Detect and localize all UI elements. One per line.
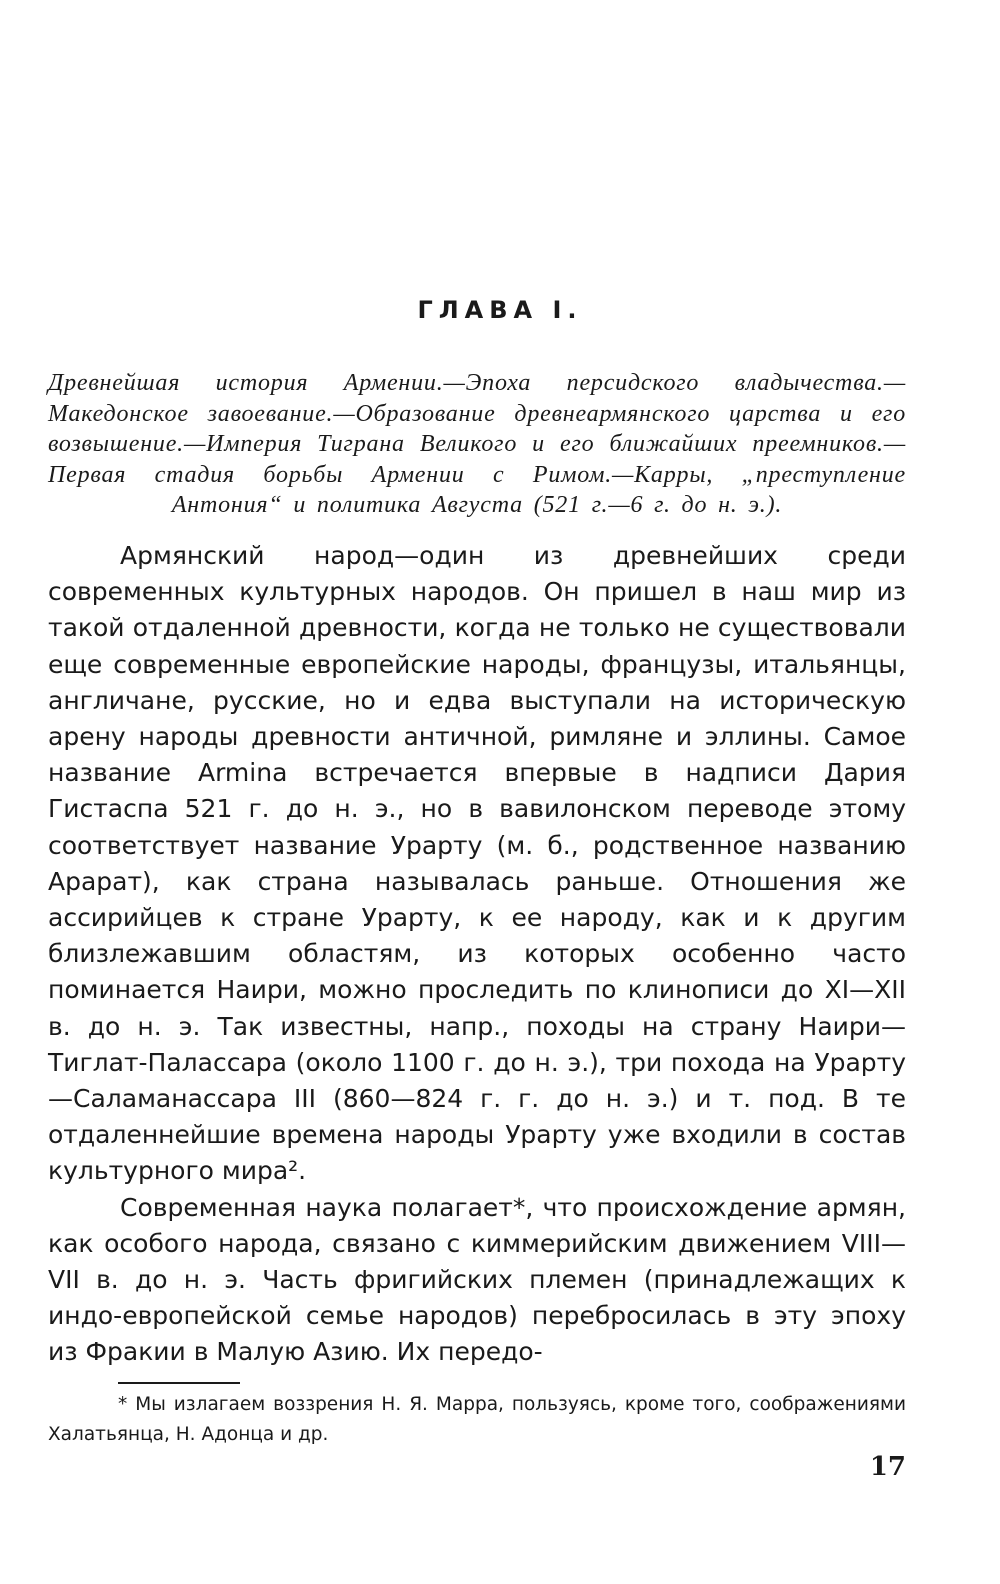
footnote: * Мы излагаем воззрения Н. Я. Марра, пользуясь, кроме того, соображениями Халатьянца, Н. Адонца и др. bbox=[48, 1394, 906, 1445]
page-number: 17 bbox=[869, 1452, 906, 1482]
paragraph: Современная наука полагает*, что происхождение армян, как особого народа, связано с киммерийским движением VIII—VII в. до н. э. Часть фригийских племен (принадлежащих к индо-европейской семье народов) перебросилась в эту эпоху из Фракии в Малую Азию. Их передо- bbox=[48, 1192, 906, 1367]
body-text bbox=[48, 538, 906, 1371]
chapter-summary: Древнейшая история Армении.—Эпоха персидского владычества.—Македонское завоевание.—Образование древнеармянского царства и его возвышение.—Империя Тиграна Великого и его ближайших преемников.—Первая стадия борьбы Армении с Римом.—Карры, „преступление Антония“ и политика Августа (521 г.—6 г. до н. э.). bbox=[48, 370, 906, 518]
footnote-divider bbox=[118, 1382, 240, 1384]
chapter-title: ГЛАВА I. bbox=[417, 296, 583, 324]
paragraph: Армянский народ—один из древнейших среди современных культурных народов. Он пришел в наш мир из такой отдаленной древности, когда не только не существовали еще современные европейские народы, французы, итальянцы, англичане, русские, но и едва выступали на историческую арену народы древности античной, римляне и эллины. Самое название Armina встречается впервые в надписи Дария Гистаспа 521 г. до н. э., но в вавилонском переводе этому соответствует название Урарту (м. б., родственное названию Арарат), как страна называлась раньше. Отношения же ассирийцев к стране Урарту, к ее народу, как и к другим близлежавшим областям, из которых особенно часто поминается Наири, можно проследить по клинописи до XI—XII в. до н. э. Так известны, напр., походы на страну Наири—Тиглат-Палассара (около 1100 г. до н. э.), три похода на Урарту—Саламанассара III (860—824 г. г. до н. э.) и т. под. В те отдаленнейшие времена народы Урарту уже входили в состав культурного мира². bbox=[48, 541, 906, 1186]
